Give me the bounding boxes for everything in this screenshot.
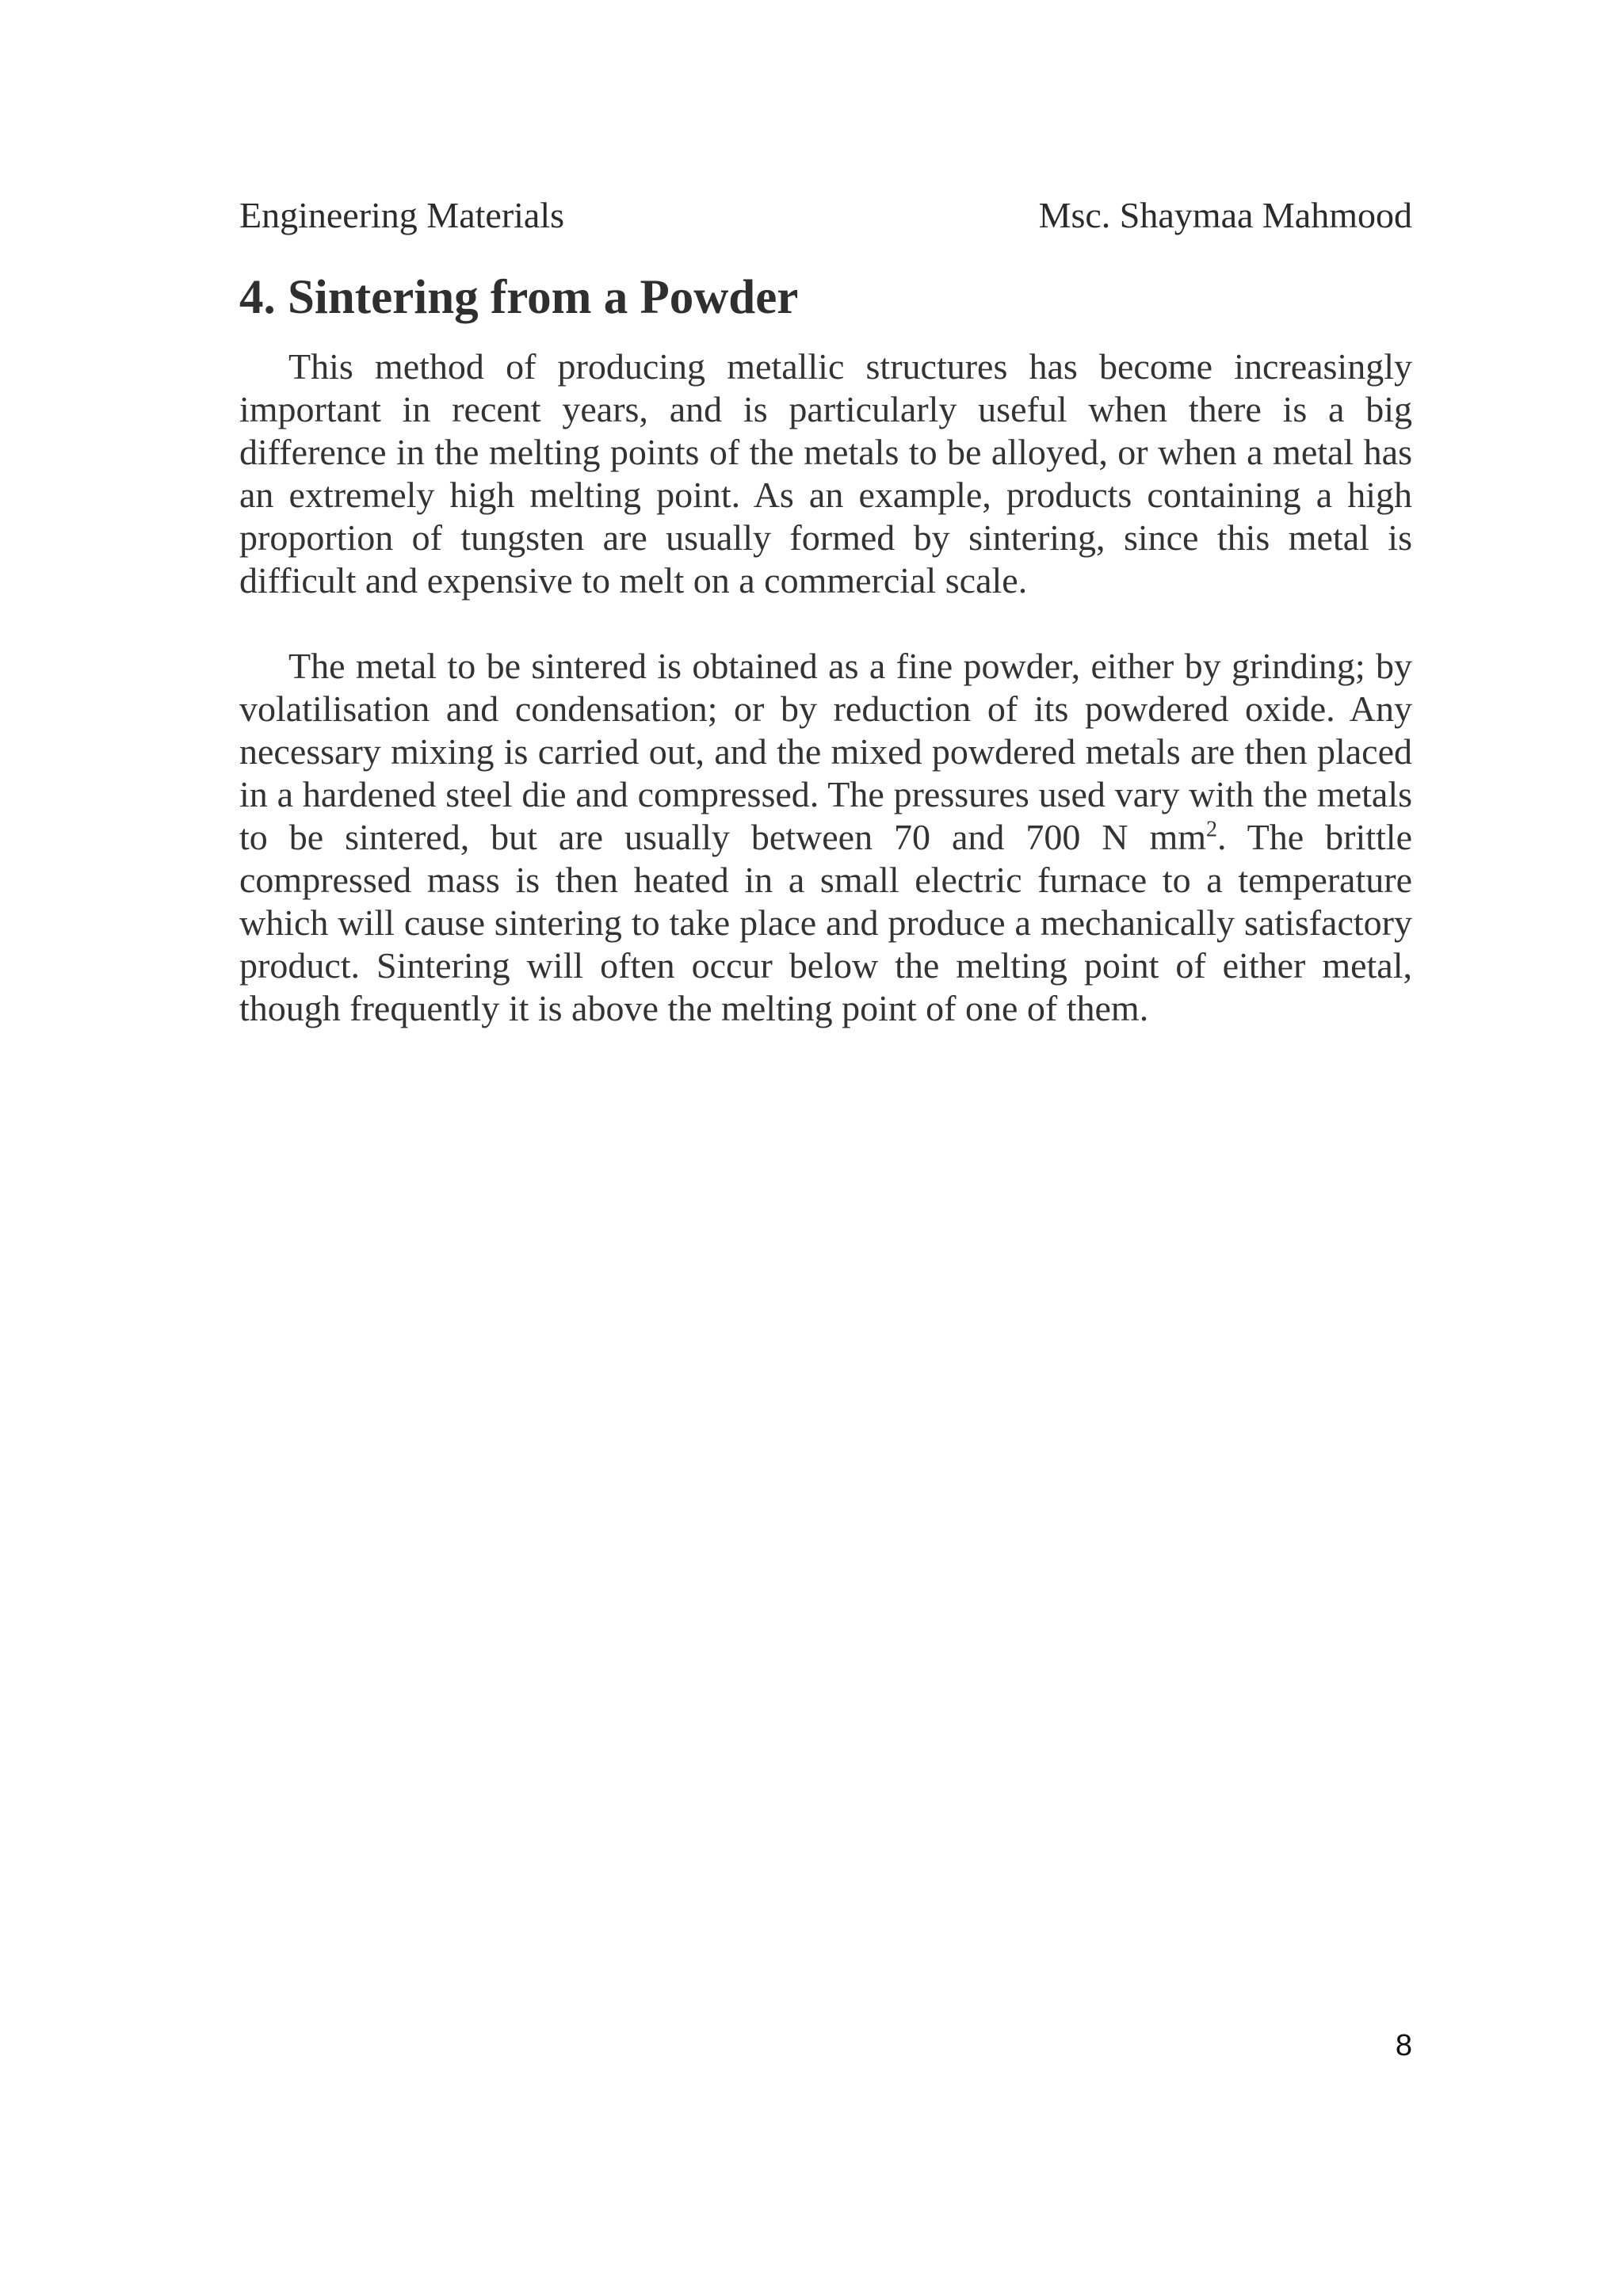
page-number: 8 bbox=[1395, 2029, 1412, 2062]
header-course-title: Engineering Materials bbox=[239, 195, 565, 235]
page-header bbox=[239, 190, 1412, 241]
pressure-unit-superscript: 2 bbox=[1206, 817, 1218, 842]
section-body bbox=[239, 345, 1412, 1030]
section-title: 4. Sintering from a Powder bbox=[239, 271, 799, 324]
paragraph-intro: This method of producing metallic structures has become increasingly important in recent years, and is particularly useful when there is a big difference in the melting points of the metals to be alloyed, or when a metal has an extremely high melting point. As an example, products containing a high proportion of tungsten are usually formed by sintering, since this metal is difficult and expensive to melt on a commercial scale. bbox=[239, 346, 1412, 601]
paragraph-process bbox=[239, 645, 1412, 1030]
paragraph-process-text-after: . The brittle compressed mass is then heated in a small electric furnace to a temperature which will cause sintering to take place and produce a mechanically satisfactory product. Sintering will often occur below the melting point of either metal, though frequently it is above the melting point of one of them. bbox=[239, 817, 1412, 1028]
paragraph-process-text-before: The metal to be sintered is obtained as a fine powder, either by grinding; by volatilisation and condensation; or by reduction of its powdered oxide. Any necessary mixing is carried out, and the mixed powdered metals are then placed in a hardened steel die and compressed. The pressures used vary with the metals to be sintered, but are usually between 70 and 700 N mm bbox=[239, 646, 1412, 857]
header-author: Msc. Shaymaa Mahmood bbox=[1038, 195, 1412, 235]
